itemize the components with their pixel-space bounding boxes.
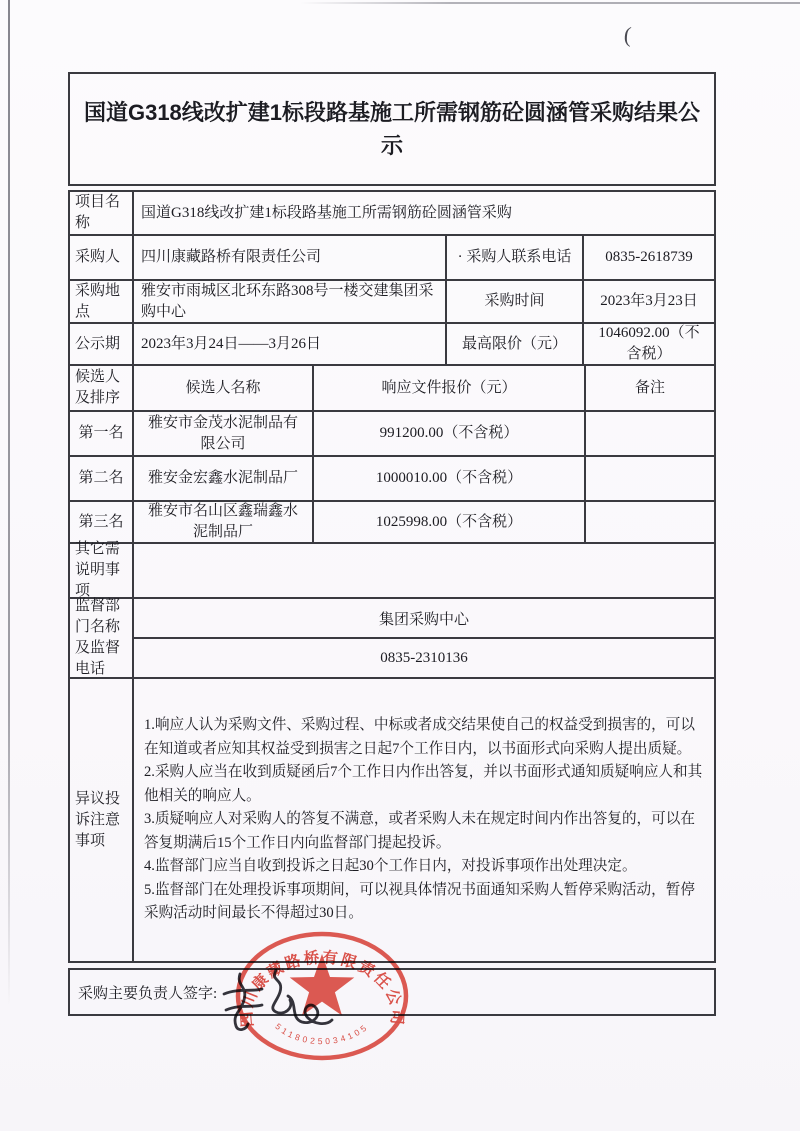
supervisor-phone: 0835-2310136 <box>134 637 714 677</box>
time-value: 2023年3月23日 <box>582 281 714 322</box>
notice-item: 4.监督部门应当自收到投诉之日起30个工作日内，对投诉事项作出处理决定。 <box>144 858 637 875</box>
row-objection-notice <box>70 677 714 961</box>
row-candidate-header <box>70 364 714 410</box>
other-notes-value <box>132 544 714 597</box>
candidate-remark <box>584 502 714 542</box>
candidate-header-rank: 候选人及排序 <box>75 369 121 406</box>
handwritten-signature <box>218 952 348 1048</box>
candidate-name: 雅安市名山区鑫瑞鑫水泥制品厂 <box>132 502 312 542</box>
project-name-value: 国道G318线改扩建1标段路基施工所需钢筋砼圆涵管采购 <box>132 192 714 234</box>
place-label: 采购地点 <box>75 282 121 320</box>
objection-notice-text <box>132 679 714 961</box>
candidate-rank: 第一名 <box>78 425 124 441</box>
row-project-name <box>70 192 714 234</box>
scan-paren-mark: ( <box>623 21 633 48</box>
buyer-label: 采购人 <box>75 249 121 265</box>
time-label: 采购时间 <box>445 281 582 322</box>
candidate-row-2 <box>70 455 714 500</box>
row-supervisor <box>70 597 714 677</box>
notice-item: 2.采购人应当在收到质疑函后7个工作日内作出答复，并以书面形式通知质疑响应人和其他相关的响应人。 <box>144 764 703 804</box>
period-label: 公示期 <box>75 335 121 352</box>
candidate-rank: 第三名 <box>78 513 124 530</box>
buyer-value: 四川康藏路桥有限责任公司 <box>132 236 445 279</box>
candidate-row-1 <box>70 410 714 455</box>
scan-edge-line-left <box>8 0 10 1005</box>
candidate-rank: 第二名 <box>78 470 124 486</box>
candidate-price: 1000010.00（不含税） <box>312 457 584 500</box>
candidate-header-remark: 备注 <box>584 366 714 410</box>
other-notes-label: 其它需说明事项 <box>75 541 121 599</box>
notice-item: 1.响应人认为采购文件、采购过程、中标或者成交结果使自己的权益受到损害的，可以在知道或者应知其权益受到损害之日起7个工作日内，以书面形式向采购人提出质疑。 <box>144 717 695 757</box>
candidate-remark <box>584 457 714 500</box>
max-price-value: 1046092.00（不含税） <box>582 324 714 364</box>
signature-label: 采购主要负责人签字: <box>78 985 218 1002</box>
candidate-price: 1025998.00（不含税） <box>312 502 584 542</box>
project-name-label: 项目名称 <box>75 194 121 231</box>
buyer-phone-label: · 采购人联系电话 <box>445 236 582 279</box>
notice-item: 5.监督部门在处理投诉事项期间，可以视具体情况书面通知采购人暂停采购活动，暂停采购活动时间最长不得超过30日。 <box>144 881 695 922</box>
max-price-label: 最高限价（元） <box>445 324 582 364</box>
objection-notice-label: 异议投诉注意事项 <box>75 790 121 849</box>
period-value: 2023年3月24日——3月26日 <box>132 324 445 364</box>
row-place <box>70 279 714 322</box>
supervisor-values <box>132 599 714 677</box>
candidate-name: 雅安市金茂水泥制品有限公司 <box>132 412 312 455</box>
candidate-header-name: 候选人名称 <box>132 366 312 410</box>
candidate-price: 991200.00（不含税） <box>312 412 584 455</box>
candidate-header-price: 响应文件报价（元） <box>312 366 584 410</box>
notice-item: 3.质疑响应人对采购人的答复不满意，或者采购人未在规定时间内作出答复的，可以在答复期满后15个工作日内向监督部门提起投诉。 <box>144 811 695 851</box>
seal-number-text: 5118025034105 <box>273 1021 371 1047</box>
document-title: 国道G318线改扩建1标段路基施工所需钢筋砼圆涵管采购结果公示 <box>68 72 716 186</box>
buyer-phone-value: 0835-2618739 <box>582 236 714 279</box>
candidate-remark <box>584 412 714 455</box>
supervisor-label: 监督部门名称及监督电话 <box>75 598 121 677</box>
row-period <box>70 322 714 364</box>
place-value: 雅安市雨城区北环东路308号一楼交建集团采购中心 <box>132 281 445 322</box>
scan-edge-line-top <box>300 2 800 4</box>
procurement-result-table <box>68 190 716 963</box>
candidate-row-3 <box>70 500 714 542</box>
seal-company-text: 四川康藏路桥有限责任公司 <box>238 949 406 1028</box>
row-buyer <box>70 234 714 279</box>
supervisor-name: 集团采购中心 <box>378 611 469 628</box>
candidate-name: 雅安金宏鑫水泥制品厂 <box>132 457 312 500</box>
row-other-notes <box>70 542 714 597</box>
